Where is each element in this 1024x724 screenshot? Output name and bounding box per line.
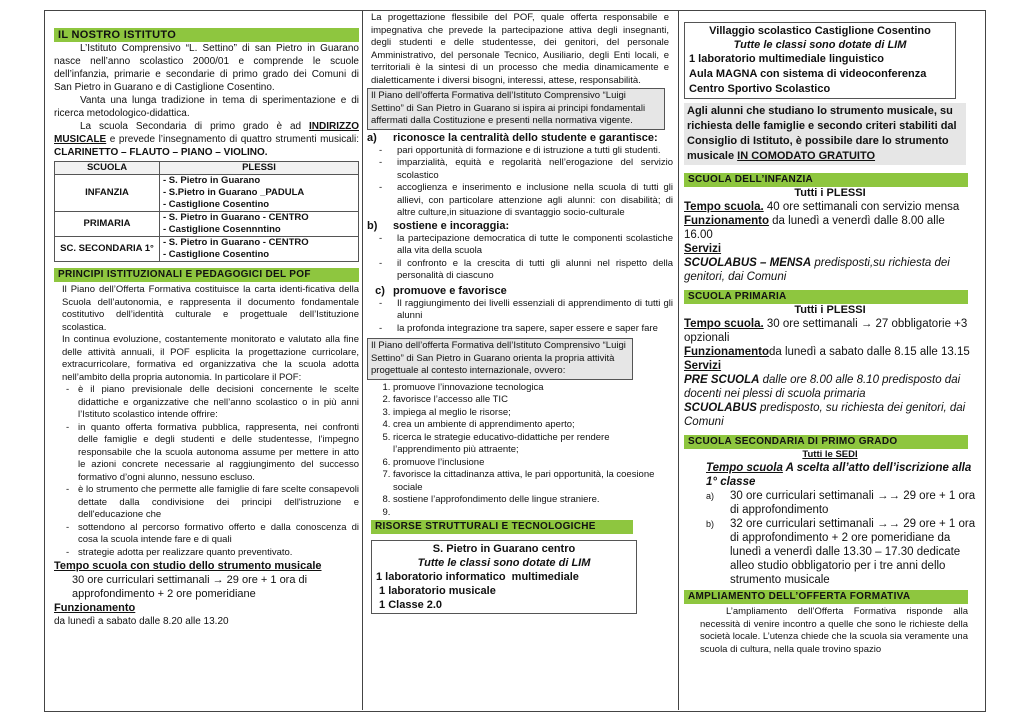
istituto-paragraph: Vanta una lunga tradizione in tema di sperimentazione e di ricerca metodologico-didattica. xyxy=(54,95,359,119)
list-item: - è lo strumento che permette alle famiglie di fare scelte consapevoli dettate dalla condivisione dei principi dell'istruzione e dell'educazione che xyxy=(54,484,359,522)
table-cell-scuola: INFANZIA xyxy=(55,175,160,212)
section-header-primaria: SCUOLA PRIMARIA xyxy=(684,290,968,304)
list-item: - Il raggiungimento dei livelli essenziali di apprendimento di tutti gli alunni xyxy=(367,298,673,323)
list-item: 5. ricerca le strategie educativo-didattiche per rendere l’apprendimento più attraente; xyxy=(393,432,673,457)
infanzia-funzionamento: Funzionamento da lunedì a venerdì dalle 8.00 alle 16.00 xyxy=(684,215,945,241)
villaggio-item: Aula MAGNA con sistema di videoconferenza xyxy=(689,68,927,80)
list-item: - in quanto offerta formativa pubblica, rappresenta, nei confronti delle famiglie e degli studenti e delle studentesse, l’impegno responsabile che la scuola autonoma assume per mettere in atto le azioni concrete necessarie al raggiungimento del successo formativo d’ogni alunno, nessuno escluso. xyxy=(54,422,359,485)
table-row xyxy=(55,212,359,237)
table-header-row xyxy=(55,162,359,175)
pof-intro: La progettazione flessibile del POF, quale offerta responsabile e impegnativa che prevede la partecipazione attiva degli insegnanti, degli studenti e delle studentesse, dei genitori, del personale Amministrativo, del personale Tecnico, Ausiliario, degli Enti locali, e territoriali è la sintesi di un processo che media dinamicamente e dialetticamente i diversi bisogni, interessi, attese, responsabilità. xyxy=(371,12,669,86)
sp-guarano-box xyxy=(371,540,637,614)
comodato-notice: Agli alunni che studiano lo strumento musicale, su richiesta delle famiglie e secondo criteri stabiliti dal Consiglio di Istituto, è possibile dare lo strumento musicale IN COMODATO GRATUITO xyxy=(684,103,966,165)
international-list xyxy=(367,382,673,520)
section-header-secondaria: SCUOLA SECONDARIA DI PRIMO GRADO xyxy=(684,435,968,449)
tempo-scuola-text: 30 ore curriculari settimanali → 29 ore + 1 ora di approfondimento + 2 ore pomeridiane xyxy=(72,574,308,600)
primaria-plessi: Tutti i PLESSI xyxy=(794,304,866,316)
pof-international-box: Il Piano dell’offerta Formativa dell’Istituto Comprensivo “Luigi Settino” di San Pietro in Guarano orienta la propria attività progettuale al contesto internazionale, ovvero: xyxy=(367,338,633,380)
primaria-funzionamento: Funzionamentoda lunedì a sabato dalle 8.15 alle 13.15 xyxy=(684,346,970,358)
column-middle xyxy=(367,12,673,614)
list-item: - il confronto e la crescita di tutti gli alunni nel rispetto della personalità di ciascuno xyxy=(367,258,673,283)
istituto-paragraph: L’Istituto Comprensivo “L. Settino” di san Pietro in Guarano nasce nell’anno scolastico 2000/01 e comprende le scuole dell’infanzia, primarie e secondarie di primo grado dei Comuni di San Pietro in Guarano e di Castiglione Cosentino. xyxy=(54,43,359,93)
principi-paragraph: Il Piano dell’Offerta Formativa costituisce la carta identi-ficativa della Scuola dell’autonomia, e rappresenta il documento fondamentale costitutivo dell’identità culturale e progettuale dell’Istituzione scolastica. xyxy=(62,284,359,333)
list-item: - è il piano previsionale delle decisioni concernente le scelte didattiche e organizzative che nell’anno scolastico o in più anni l’Istituto scolastico intende offrire: xyxy=(54,384,359,422)
secondaria-tempo: Tempo scuola A scelta all’atto dell’iscrizione alla 1° classe xyxy=(706,462,972,488)
villaggio-item: 1 laboratorio multimediale linguistico xyxy=(689,53,884,65)
table-header-cell: PLESSI xyxy=(160,162,359,175)
table-header-cell: SCUOLA xyxy=(55,162,160,175)
section-header-risorse: RISORSE STRUTTURALI E TECNOLOGICHE xyxy=(371,520,633,534)
list-item: 4. crea un ambiente di apprendimento aperto; xyxy=(393,419,673,432)
sp-guarano-lim: Tutte le classi sono dotate di LIM xyxy=(417,557,591,569)
sp-guarano-item: 1 Classe 2.0 xyxy=(376,599,443,611)
table-row xyxy=(55,237,359,262)
table-cell-plessi: - S. Pietro in Guarano - S.Pietro in Guarano _PADULA - Castiglione Cosentino xyxy=(160,175,359,212)
funzionamento-title: Funzionamento xyxy=(54,602,136,614)
primaria-servizi: Servizi xyxy=(684,360,722,372)
infanzia-tempo: Tempo scuola. 40 ore settimanali con servizio mensa xyxy=(684,201,960,213)
secondaria-option-b: b) 32 ore curriculari settimanali →→ 29 ore + 1 ora di approfondimento + 2 ore pomeridiane da lunedì a venerdì dalle 13.30 – 17.30 dedicate alleo studio obbligatorio per i tre anni dello strumento musicale xyxy=(706,518,976,586)
list-item: - strategie adotta per realizzare quanto preventivato. xyxy=(54,547,359,560)
list-item: 8. sostiene l’approfondimento delle lingue straniere. xyxy=(393,494,673,507)
column-divider xyxy=(362,10,363,710)
istituto-paragraph-music: La scuola Secondaria di primo grado è ad INDIRIZZO MUSICALE e prevede l’insegnamento di quattro strumenti musicali: CLARINETTO – FLAUTO – PIANO – VIOLINO. xyxy=(54,121,359,158)
list-item xyxy=(393,507,673,520)
list-item: - la partecipazione democratica di tutte le componenti scolastiche alla vita della scuola xyxy=(367,233,673,258)
section-c-title: c) promuove e favorisce xyxy=(375,284,507,297)
table-cell-plessi: - S. Pietro in Guarano - CENTRO - Castiglione Cosentino xyxy=(160,237,359,262)
section-b-title: b) sostiene e incoraggia: xyxy=(367,219,510,232)
infanzia-plessi: Tutti i PLESSI xyxy=(794,187,866,199)
plessi-table xyxy=(54,161,359,262)
list-item: - sottendono al percorso formativo offerto e dalla conoscenza di cosa la scuola intende fare e di quali xyxy=(54,522,359,547)
villaggio-title: Villaggio scolastico Castiglione Cosentino xyxy=(709,25,931,37)
primaria-tempo: Tempo scuola. 30 ore settimanali → 27 obbligatorie +3 opzionali xyxy=(684,318,968,344)
column-divider xyxy=(678,10,679,710)
table-cell-scuola: SC. SECONDARIA 1° xyxy=(55,237,160,262)
column-left xyxy=(54,12,359,628)
list-item: 3. impiega al meglio le risorse; xyxy=(393,407,673,420)
infanzia-servizi: Servizi xyxy=(684,243,722,255)
list-item: - la profonda integrazione tra sapere, saper essere e saper fare xyxy=(367,323,673,336)
infanzia-scuolabus: SCUOLABUS – MENSA predisposti,su richiesta dei genitori, dai Comuni xyxy=(684,257,950,283)
sp-guarano-item: 1 laboratorio informatico multimediale xyxy=(376,571,579,583)
sp-guarano-item: 1 laboratorio musicale xyxy=(376,585,496,597)
primaria-scuolabus: SCUOLABUS predisposto, su richiesta dei genitori, dai Comuni xyxy=(684,402,966,428)
section-header-istituto: IL NOSTRO ISTITUTO xyxy=(54,28,359,42)
table-cell-scuola: PRIMARIA xyxy=(55,212,160,237)
sp-guarano-title: S. Pietro in Guarano centro xyxy=(432,543,576,555)
villaggio-item: Centro Sportivo Scolastico xyxy=(689,83,831,95)
secondaria-sedi: Tutti le SEDI xyxy=(802,449,858,460)
section-header-principi: PRINCIPI ISTITUZIONALI E PEDAGOGICI DEL POF xyxy=(54,268,359,282)
funzionamento-text: da lunedì a sabato dalle 8.20 alle 13.20 xyxy=(54,616,229,627)
list-item: 7. favorisce la cittadinanza attiva, le pari opportunità, la coesione sociale xyxy=(393,469,673,494)
principi-paragraph: In continua evoluzione, costantemente monitorato e valutato alla fine delle attività annuali, il POF esplicita la progettazione curricolare, extracurricolare, formativa ed organizzativa che la scuola adotta nell’ambito della propria autonomia. In particolare il POF: xyxy=(62,334,359,383)
table-row xyxy=(55,175,359,212)
table-cell-plessi: - S. Pietro in Guarano - CENTRO - Castiglione Cosennntino xyxy=(160,212,359,237)
villaggio-lim: Tutte le classi sono dotate di LIM xyxy=(733,39,907,51)
villaggio-box xyxy=(684,22,956,99)
primaria-prescuola: PRE SCUOLA dalle ore 8.00 alle 8.10 predisposto dai docenti nei plessi di scuola primaria xyxy=(684,374,961,400)
pof-principles-box: Il Piano dell’offerta Formativa dell’Istituto Comprensivo “Luigi Settino” di San Pietro in Guarano si ispira ai principi fondamentali affermati dalla Costituzione e presenti nella normativa vigente. xyxy=(367,88,665,130)
list-item: - pari opportunità di formazione e di istruzione a tutti gli studenti. xyxy=(367,145,673,158)
list-item: 1. promuove l’innovazione tecnologica xyxy=(393,382,673,395)
section-header-infanzia: SCUOLA DELL’INFANZIA xyxy=(684,173,968,187)
tempo-scuola-title: Tempo scuola con studio dello strumento musicale xyxy=(54,560,322,572)
section-a-title: a) riconosce la centralità dello studente e garantisce: xyxy=(367,131,658,144)
secondaria-option-a: a) 30 ore curriculari settimanali →→ 29 ore + 1 ora di approfondimento xyxy=(706,490,976,516)
list-item: - accoglienza e inserimento e inclusione nella scuola di tutti gli allievi, con particolare attenzione agli alunni: con disabilità; di altre culture,in situazione di svantaggio socio-culturale xyxy=(367,182,673,220)
list-item: 2. favorisce l’accesso alle TIC xyxy=(393,394,673,407)
section-header-ampliamento: AMPLIAMENTO DELL’OFFERTA FORMATIVA xyxy=(684,590,968,604)
list-item: 6. promuove l’inclusione xyxy=(393,457,673,470)
list-item: - imparzialità, equità e regolarità nell’erogazione del servizio scolastico xyxy=(367,157,673,182)
ampliamento-text: L’ampliamento dell’Offerta Formativa risponde alla necessità di venire incontro a quelle che sono le richieste della società locale. L’utenza chiede che la scuola sia veramente una scuola di cultura, nella quale trovino spazio xyxy=(700,606,968,655)
column-right xyxy=(684,12,976,656)
